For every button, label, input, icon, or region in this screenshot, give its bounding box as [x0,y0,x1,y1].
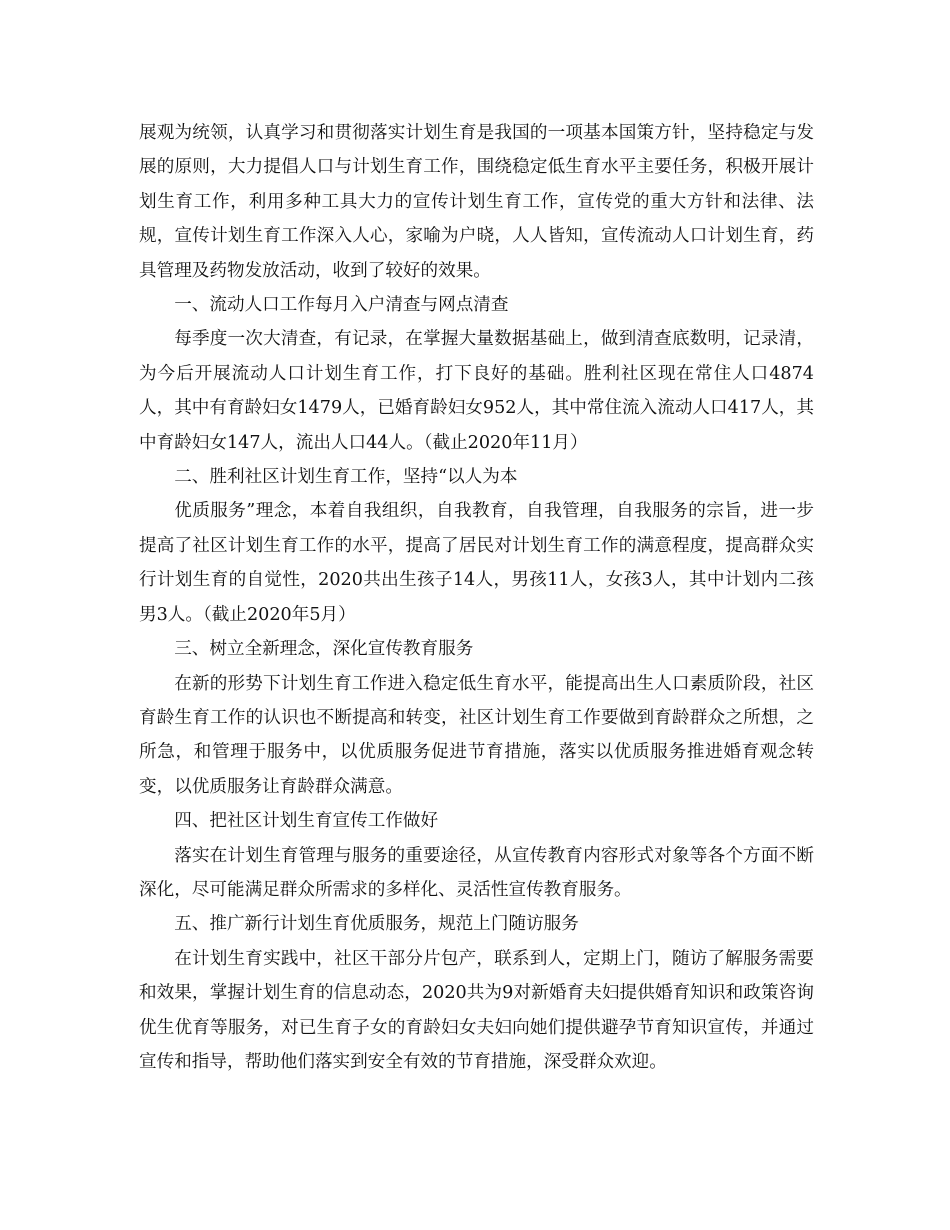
body-paragraph: 在计划生育实践中，社区干部分片包产，联系到人，定期上门，随访了解服务需要和效果，掌握计划生育的信息动态，2020共为9对新婚育夫妇提供婚育知识和政策咨询优生优育等服务，对已生育子女的育龄妇女夫妇向她们提供避孕节育知识宣传，并通过宣传和指导，帮助他们落实到安全有效的节育措施，深受群众欢迎。 [139,948,814,1072]
body-paragraph: 每季度一次大清查，有记录，在掌握大量数据基础上，做到清查底数明，记录清，为今后开展流动人口计划生育工作，打下良好的基础。胜利社区现在常住人口4874人，其中有育龄妇女1479人，已婚育龄妇女952人，其中常住流入流动人口417人，其中育龄妇女147人，流出人口44人。（截止2020年11月） [139,329,814,453]
section-heading-2: 二、胜利社区计划生育工作，坚持“以人为本 [174,467,518,488]
body-paragraph: 落实在计划生育管理与服务的重要途径，从宣传教育内容形式对象等各个方面不断深化，尽可能满足群众所需求的多样化、灵活性宣传教育服务。 [139,845,814,900]
document-body [139,116,814,1079]
section-heading-4: 四、把社区计划生育宣传工作做好 [174,811,439,832]
body-paragraph: 在新的形势下计划生育工作进入稳定低生育水平，能提高出生人口素质阶段，社区育龄生育工作的认识也不断提高和转变，社区计划生育工作要做到育龄群众之所想，之所急，和管理于服务中，以优质服务促进节育措施，落实以优质服务推进婚育观念转变，以优质服务让育龄群众满意。 [139,673,814,797]
section-heading-3: 三、树立全新理念，深化宣传教育服务 [174,639,474,660]
section-heading-5: 五、推广新行计划生育优质服务，规范上门随访服务 [174,914,579,935]
body-paragraph: 优质服务”理念，本着自我组织，自我教育，自我管理，自我服务的宗旨，进一步提高了社区计划生育工作的水平，提高了居民对计划生育工作的满意程度，提高群众实行计划生育的自觉性，2020共出生孩子14人，男孩11人，女孩3人，其中计划内二孩男3人。（截止2020年5月） [139,501,814,625]
body-paragraph-continuation: 展观为统领，认真学习和贯彻落实计划生育是我国的一项基本国策方针，坚持稳定与发展的原则，大力提倡人口与计划生育工作，围绕稳定低生育水平主要任务，积极开展计划生育工作，利用多种工具大力的宣传计划生育工作，宣传党的重大方针和法律、法规，宣传计划生育工作深入人心，家喻为户晓，人人皆知，宣传流动人口计划生育，药具管理及药物发放活动，收到了较好的效果。 [139,123,814,281]
section-heading-1: 一、流动人口工作每月入户清查与网点清查 [174,295,509,316]
